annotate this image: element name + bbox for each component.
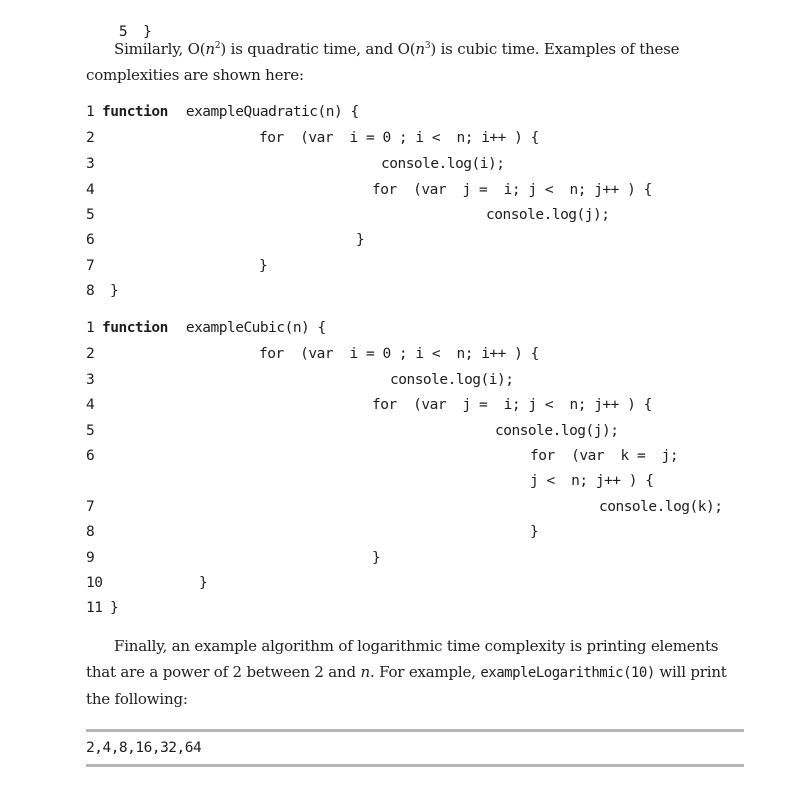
code-text: } <box>110 283 119 299</box>
line-number: 3 <box>86 156 95 172</box>
code-text: } <box>143 24 152 40</box>
code-text: for (var k = j; <box>530 448 679 464</box>
line-number: 2 <box>86 346 95 362</box>
code-text: for (var i = 0 ; i < n; i++ ) { <box>259 346 539 362</box>
function-keyword: function <box>102 104 168 120</box>
paragraph-logarithmic: Finally, an example algorithm of logarithmic time complexity is printing elements that are a power of 2 between 2 and n. For example, exampleLogarithmic(10) will print the following: <box>86 637 727 708</box>
code-text: for (var j = i; j < n; j++ ) { <box>372 182 652 198</box>
paragraph-complexity: Similarly, $O(n^2)$ is quadratic time, and $O(n^3)$ is cubic time. Examples of these complexities are shown here: <box>86 40 680 84</box>
code-text: } <box>110 600 119 616</box>
code-text: } <box>530 524 539 540</box>
code-text: console.log(i); <box>390 372 514 388</box>
code-text: function exampleCubic(n) { <box>102 320 326 336</box>
code-text: for (var i = 0 ; i < n; i++ ) { <box>259 130 539 146</box>
line-number: 6 <box>86 232 95 248</box>
line-number: 5 <box>86 423 95 439</box>
code-text: console.log(k); <box>599 499 723 515</box>
code-text: } <box>356 232 365 248</box>
code-text: j < n; j++ ) { <box>530 473 654 489</box>
code-line <box>86 2 152 40</box>
code-text: } <box>372 550 381 566</box>
output-text: 2,4,8,16,32,64 <box>86 740 202 756</box>
line-number: 5 <box>118 24 128 40</box>
code-text: console.log(i); <box>381 156 505 172</box>
line-number: 7 <box>86 499 95 515</box>
line-number: 4 <box>86 182 95 198</box>
code-text: } <box>259 258 268 274</box>
output-top-rule <box>86 729 744 732</box>
line-number: 6 <box>86 448 95 464</box>
output-bottom-rule <box>86 764 744 767</box>
inline-code: exampleLogarithmic(10) <box>480 665 655 681</box>
line-number: 11 <box>86 600 103 616</box>
code-text: } <box>199 575 208 591</box>
line-number: 1 <box>86 104 95 120</box>
line-number: 2 <box>86 130 95 146</box>
line-number: 5 <box>86 207 95 223</box>
line-number: 1 <box>86 320 95 336</box>
line-number: 7 <box>86 258 95 274</box>
code-text: function exampleQuadratic(n) { <box>102 104 359 120</box>
line-number: 3 <box>86 372 95 388</box>
line-number: 8 <box>86 524 95 540</box>
function-keyword: function <box>102 320 168 336</box>
code-text: console.log(j); <box>495 423 619 439</box>
code-text: console.log(j); <box>486 207 610 223</box>
code-text: for (var j = i; j < n; j++ ) { <box>372 397 652 413</box>
line-number: 8 <box>86 283 95 299</box>
line-number: 4 <box>86 397 95 413</box>
line-number: 10 <box>86 575 103 591</box>
line-number: 9 <box>86 550 95 566</box>
